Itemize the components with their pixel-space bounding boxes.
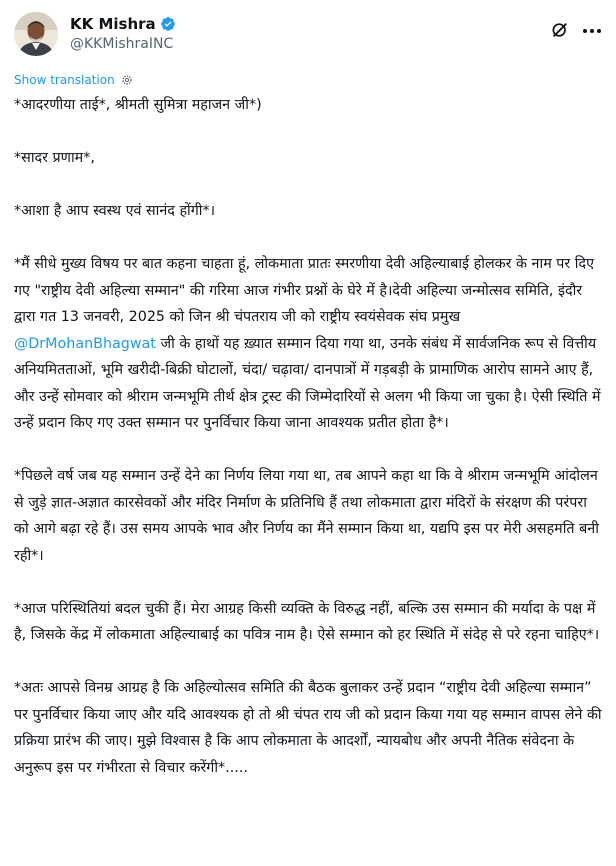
post-paragraph-circumstances: *आज परिस्थितियां बदल चुकी हैं। मेरा आग्रह किसी व्यक्ति के विरुद्ध नहीं, बल्कि उस सम्मान की मर्यादा के पक्ष में है, जिसके केंद्र में लोकमाता अहिल्याबाई का पवित्र नाम है। ऐसे सम्मान को हर स्थिति में संदेह से परे रहना चाहिए*। xyxy=(14,600,600,643)
author-block[interactable] xyxy=(70,15,176,52)
mention-link[interactable]: @DrMohanBhagwat xyxy=(14,335,156,352)
post-paragraph-main-b: जी के हाथों यह ख़्यात सम्मान दिया गया था, उनके संबंध में सार्वजनिक रूप से वित्तीय अनियमितताओं, भूमि खरीदी-बिक्री घोटालों, चंदा/ चढ़ावा/ दानपात्रों में गड़बड़ी के प्रामाणिक आरोप सामने आए हैं, और उन्हें सोमवार को श्रीराम जन्मभूमि तीर्थ क्षेत्र ट्रस्ट की जिम्मेदारियों से अलग भी किया जा चुका है। ऐसी स्थिति में उन्हें प्रदान किए गए उक्त सम्मान पर पुनर्विचार किया जाना आवश्यक प्रतीत होता है*। xyxy=(14,335,601,431)
author-name[interactable]: KK Mishra xyxy=(70,15,156,33)
more-options-icon[interactable] xyxy=(582,28,602,34)
verified-badge-icon xyxy=(160,16,176,32)
post-paragraph-wishes: *आशा है आप स्वस्थ एवं सानंद होंगी*। xyxy=(14,203,216,219)
post-paragraph-main-a: *मैं सीधे मुख्य विषय पर बात कहना चाहता हूं, लोकमाता प्रातः स्मरणीया देवी अहिल्याबाई होलकर के नाम पर दिए गए "राष्ट्रीय देवी अहिल्या सम्मान" की गरिमा आज गंभीर प्रश्नों के घेरे में है।देवी अहिल्या जन्मोत्सव समिति, इंदौर द्वारा गत 13 जनवरी, 2025 को जिन श्री चंपतराय जी को राष्ट्रीय स्वयंसेवक संघ प्रमुख xyxy=(14,256,594,325)
show-translation[interactable] xyxy=(14,73,133,87)
post-paragraph-last-year: *पिछले वर्ष जब यह सम्मान उन्हें देने का निर्णय लिया गया था, तब आपने कहा था कि वे श्रीराम जन्मभूमि आंदोलन से जुड़े ज्ञात-अज्ञात कारसेवकों और मंदिर निर्माण के प्रतिनिधि हैं तथा लोकमाता द्वारा मंदिरों के संरक्षण की परंपरा को आगे बढ़ा रहे हैं। उस समय आपके भाव और निर्णय का मैंने सम्मान किया था, यद्यपि इस पर मेरी असहमति बनी रही*। xyxy=(14,468,599,564)
post-header xyxy=(14,12,604,60)
author-handle[interactable]: @KKMishraINC xyxy=(70,36,174,52)
post-paragraph-request: *अतः आपसे विनम्र आग्रह है कि अहिल्योत्सव समिति की बैठक बुलाकर उन्हें प्रदान “राष्ट्रीय देवी अहिल्या सम्मान” पर पुनर्विचार किया जाए और यदि आवश्यक हो तो श्री चंपत राय जी को प्रदान किया गया यह सम्मान वापस लेने की प्रक्रिया प्रारंभ की जाए। मुझे विश्वास है कि आप लोकमाता के आदर्शों, न्यायबोध और अपनी नैतिक संवेदना के अनुरूप इस पर गंभीरता से विचार करेंगी*..... xyxy=(14,680,602,776)
post-paragraph-greeting: *सादर प्रणाम*, xyxy=(14,150,95,166)
gear-icon[interactable] xyxy=(121,74,133,86)
grok-icon[interactable] xyxy=(550,20,570,40)
avatar[interactable] xyxy=(14,12,58,56)
post-text xyxy=(14,92,604,808)
avatar-photo xyxy=(14,12,58,56)
post-paragraph-salutation: *आदरणीया ताई*, श्रीमती सुमित्रा महाजन जी*) xyxy=(14,97,262,113)
show-translation-label[interactable]: Show translation xyxy=(14,73,115,87)
post-paragraph-main xyxy=(14,251,604,437)
